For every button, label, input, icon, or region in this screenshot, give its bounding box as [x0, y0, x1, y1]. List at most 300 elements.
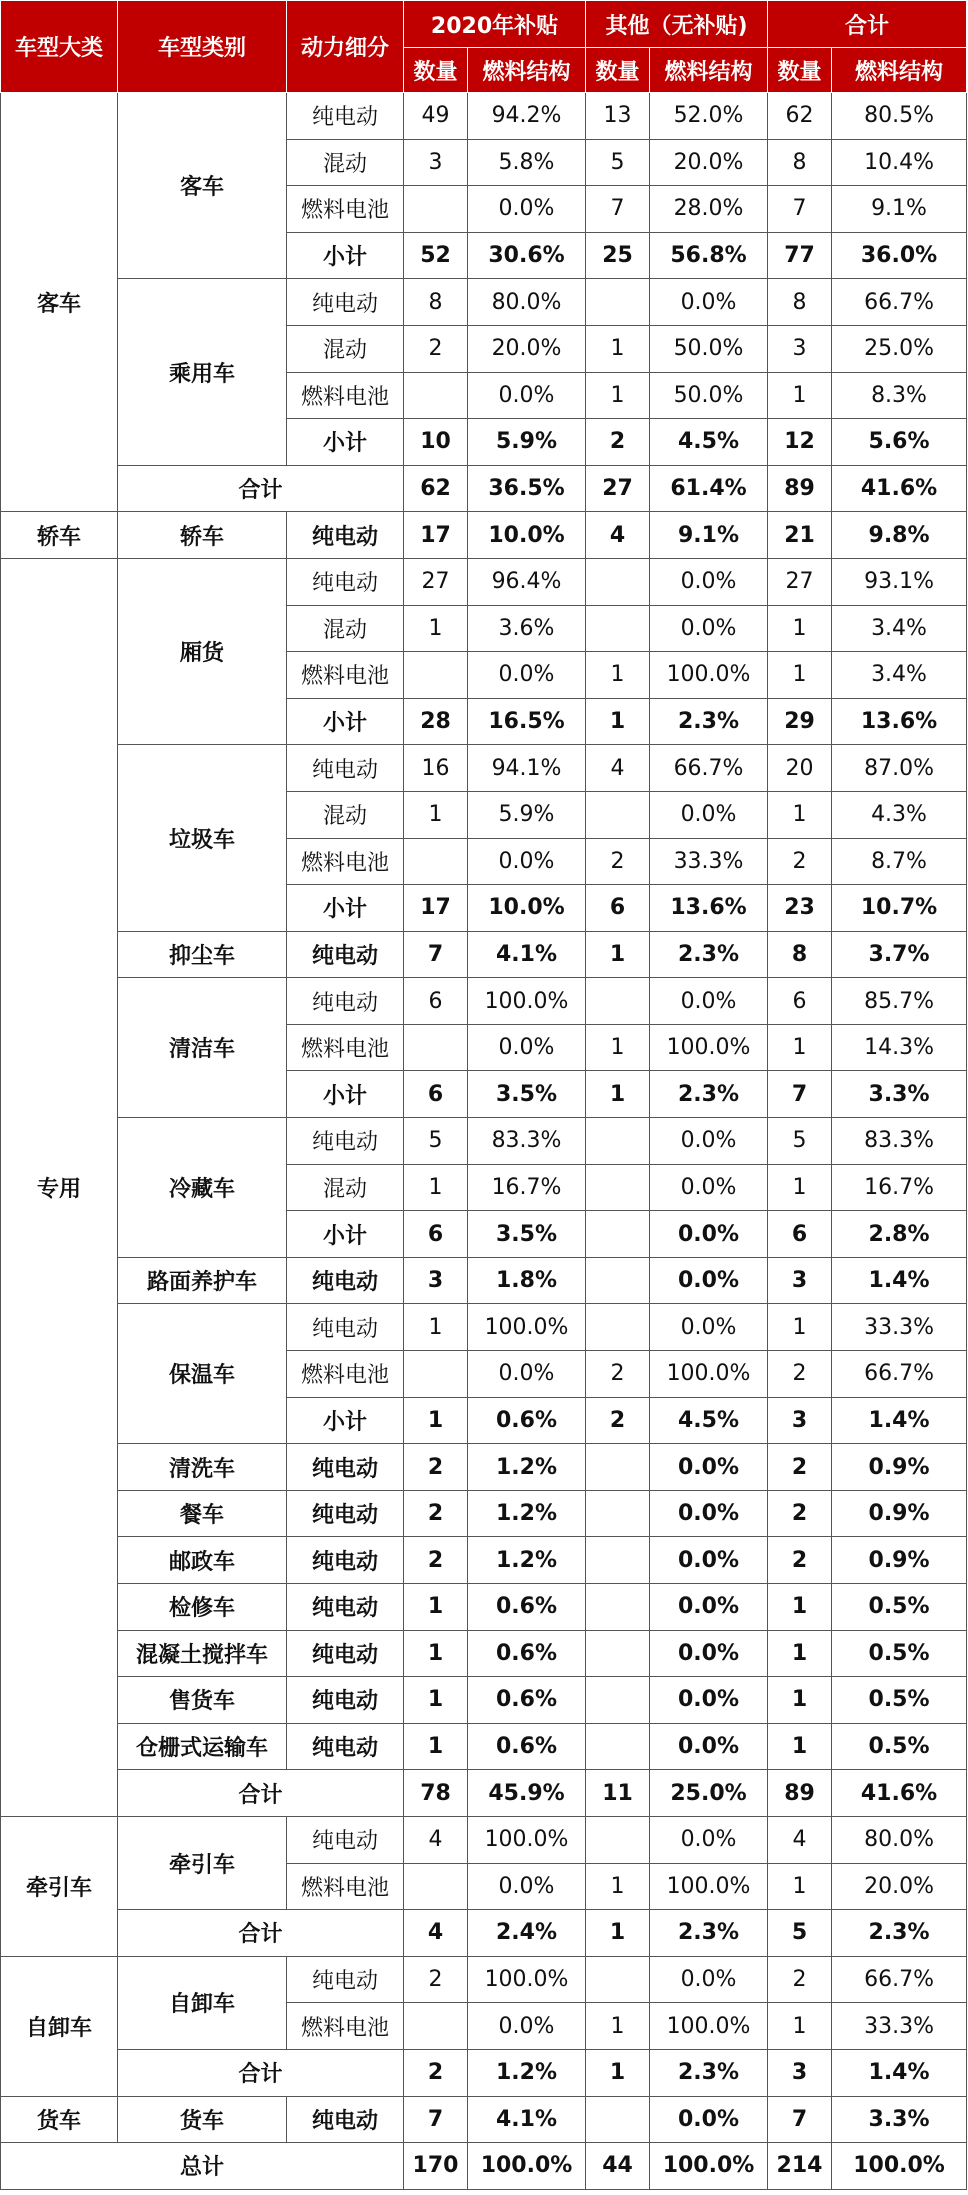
share-total: 93.1% — [832, 558, 967, 605]
share-2020: 83.3% — [468, 1118, 586, 1165]
count-2020: 3 — [404, 1257, 468, 1304]
share-total: 80.0% — [832, 1816, 967, 1863]
type-cell: 牵引车 — [118, 1816, 287, 1909]
count-other — [586, 1304, 650, 1351]
count-other: 2 — [586, 419, 650, 466]
count-2020: 1 — [404, 1584, 468, 1631]
power-cell: 小计 — [287, 419, 404, 466]
header-count: 数量 — [768, 48, 832, 93]
share-total: 80.5% — [832, 93, 967, 140]
share-2020: 96.4% — [468, 558, 586, 605]
share-2020: 0.0% — [468, 1351, 586, 1398]
power-cell: 混动 — [287, 1164, 404, 1211]
count-other — [586, 1723, 650, 1770]
share-2020: 1.2% — [468, 1490, 586, 1537]
count-2020: 5 — [404, 1118, 468, 1165]
count-other — [586, 605, 650, 652]
share-2020: 1.2% — [468, 2049, 586, 2096]
share-2020: 0.0% — [468, 1024, 586, 1071]
share-2020: 0.0% — [468, 652, 586, 699]
share-other: 0.0% — [650, 1304, 768, 1351]
count-other — [586, 1584, 650, 1631]
count-total: 1 — [768, 1723, 832, 1770]
share-total: 0.9% — [832, 1490, 967, 1537]
share-2020: 0.0% — [468, 372, 586, 419]
share-2020: 45.9% — [468, 1770, 586, 1817]
share-total: 0.5% — [832, 1677, 967, 1724]
count-2020: 2 — [404, 1956, 468, 2003]
share-total: 33.3% — [832, 1304, 967, 1351]
table-row — [1, 978, 967, 1025]
count-total: 29 — [768, 698, 832, 745]
share-2020: 100.0% — [468, 2143, 586, 2190]
share-total: 4.3% — [832, 791, 967, 838]
power-cell: 小计 — [287, 1397, 404, 1444]
category-total-label: 合计 — [118, 1910, 404, 1957]
count-2020: 8 — [404, 279, 468, 326]
share-total: 83.3% — [832, 1118, 967, 1165]
power-cell: 纯电动 — [287, 1304, 404, 1351]
power-cell: 小计 — [287, 232, 404, 279]
count-other — [586, 978, 650, 1025]
share-total: 85.7% — [832, 978, 967, 1025]
count-other: 27 — [586, 465, 650, 512]
header-group-total: 合计 — [768, 1, 967, 48]
share-2020: 100.0% — [468, 1816, 586, 1863]
share-2020: 2.4% — [468, 1910, 586, 1957]
share-2020: 16.5% — [468, 698, 586, 745]
table-row — [1, 931, 967, 978]
type-cell: 乘用车 — [118, 279, 287, 465]
count-other: 44 — [586, 2143, 650, 2190]
count-2020: 1 — [404, 791, 468, 838]
count-other — [586, 279, 650, 326]
count-total: 8 — [768, 279, 832, 326]
count-2020: 4 — [404, 1910, 468, 1957]
count-total: 1 — [768, 372, 832, 419]
share-other: 50.0% — [650, 372, 768, 419]
count-other — [586, 2096, 650, 2143]
share-total: 20.0% — [832, 1863, 967, 1910]
share-other: 100.0% — [650, 1024, 768, 1071]
share-total: 3.7% — [832, 931, 967, 978]
type-cell: 客车 — [118, 93, 287, 279]
share-total: 2.8% — [832, 1211, 967, 1258]
category-total-label: 合计 — [118, 465, 404, 512]
count-total: 1 — [768, 1863, 832, 1910]
count-total: 3 — [768, 2049, 832, 2096]
share-2020: 94.2% — [468, 93, 586, 140]
power-cell: 混动 — [287, 325, 404, 372]
share-2020: 0.6% — [468, 1677, 586, 1724]
count-total: 27 — [768, 558, 832, 605]
share-2020: 3.6% — [468, 605, 586, 652]
count-total: 3 — [768, 325, 832, 372]
power-cell: 纯电动 — [287, 1118, 404, 1165]
count-other: 2 — [586, 1397, 650, 1444]
share-other: 2.3% — [650, 1910, 768, 1957]
share-other: 2.3% — [650, 698, 768, 745]
share-total: 2.3% — [832, 1910, 967, 1957]
count-total: 77 — [768, 232, 832, 279]
count-2020 — [404, 1863, 468, 1910]
count-other: 2 — [586, 838, 650, 885]
category-cell: 客车 — [1, 93, 118, 512]
share-total: 41.6% — [832, 465, 967, 512]
share-other: 100.0% — [650, 2143, 768, 2190]
share-other: 2.3% — [650, 2049, 768, 2096]
count-2020: 10 — [404, 419, 468, 466]
count-2020: 1 — [404, 1164, 468, 1211]
table-row — [1, 465, 967, 512]
power-cell: 纯电动 — [287, 1444, 404, 1491]
share-other: 100.0% — [650, 652, 768, 699]
share-other: 0.0% — [650, 791, 768, 838]
count-other — [586, 1118, 650, 1165]
share-other: 0.0% — [650, 1164, 768, 1211]
power-cell: 燃料电池 — [287, 1351, 404, 1398]
header-fuel-share: 燃料结构 — [832, 48, 967, 93]
count-2020 — [404, 652, 468, 699]
count-2020: 1 — [404, 605, 468, 652]
count-total: 1 — [768, 1304, 832, 1351]
power-cell: 纯电动 — [287, 558, 404, 605]
count-other: 1 — [586, 652, 650, 699]
count-other: 1 — [586, 325, 650, 372]
category-total-label: 合计 — [118, 2049, 404, 2096]
table-row — [1, 1490, 967, 1537]
count-total: 2 — [768, 1956, 832, 2003]
share-total: 8.7% — [832, 838, 967, 885]
type-cell: 抑尘车 — [118, 931, 287, 978]
count-other — [586, 1630, 650, 1677]
share-2020: 0.0% — [468, 186, 586, 233]
power-cell: 纯电动 — [287, 1677, 404, 1724]
type-cell: 餐车 — [118, 1490, 287, 1537]
count-2020 — [404, 372, 468, 419]
count-other: 13 — [586, 93, 650, 140]
share-other: 2.3% — [650, 931, 768, 978]
type-cell: 仓栅式运输车 — [118, 1723, 287, 1770]
share-2020: 80.0% — [468, 279, 586, 326]
count-total: 1 — [768, 1024, 832, 1071]
count-total: 4 — [768, 1816, 832, 1863]
count-total: 2 — [768, 1444, 832, 1491]
share-2020: 5.9% — [468, 791, 586, 838]
count-total: 1 — [768, 2003, 832, 2050]
type-cell: 售货车 — [118, 1677, 287, 1724]
count-other: 5 — [586, 139, 650, 186]
table-row — [1, 1630, 967, 1677]
share-other: 25.0% — [650, 1770, 768, 1817]
count-total: 5 — [768, 1118, 832, 1165]
type-cell: 保温车 — [118, 1304, 287, 1444]
count-other — [586, 1956, 650, 2003]
count-total: 214 — [768, 2143, 832, 2190]
count-2020: 3 — [404, 139, 468, 186]
power-cell: 小计 — [287, 698, 404, 745]
share-2020: 20.0% — [468, 325, 586, 372]
count-total: 89 — [768, 1770, 832, 1817]
count-2020 — [404, 186, 468, 233]
count-total: 3 — [768, 1397, 832, 1444]
power-cell: 燃料电池 — [287, 186, 404, 233]
table-row — [1, 1444, 967, 1491]
count-other — [586, 1444, 650, 1491]
share-total: 0.5% — [832, 1584, 967, 1631]
count-2020: 16 — [404, 745, 468, 792]
table-row — [1, 558, 967, 605]
power-cell: 纯电动 — [287, 1490, 404, 1537]
share-total: 87.0% — [832, 745, 967, 792]
table-row — [1, 2096, 967, 2143]
power-cell: 小计 — [287, 1211, 404, 1258]
table-row — [1, 512, 967, 559]
share-other: 100.0% — [650, 1863, 768, 1910]
count-other: 1 — [586, 1024, 650, 1071]
table-row — [1, 1956, 967, 2003]
count-2020: 1 — [404, 1677, 468, 1724]
count-total: 2 — [768, 1537, 832, 1584]
share-2020: 3.5% — [468, 1071, 586, 1118]
count-2020: 7 — [404, 2096, 468, 2143]
count-other — [586, 1677, 650, 1724]
share-2020: 94.1% — [468, 745, 586, 792]
count-2020: 6 — [404, 978, 468, 1025]
count-2020: 28 — [404, 698, 468, 745]
share-total: 66.7% — [832, 279, 967, 326]
share-total: 16.7% — [832, 1164, 967, 1211]
count-total: 7 — [768, 186, 832, 233]
header-power-breakdown: 动力细分 — [287, 1, 404, 93]
power-cell: 纯电动 — [287, 745, 404, 792]
share-2020: 16.7% — [468, 1164, 586, 1211]
share-other: 0.0% — [650, 1444, 768, 1491]
count-total: 7 — [768, 1071, 832, 1118]
category-cell: 牵引车 — [1, 1816, 118, 1956]
table-row — [1, 2049, 967, 2096]
count-2020: 49 — [404, 93, 468, 140]
power-cell: 纯电动 — [287, 512, 404, 559]
share-other: 0.0% — [650, 1584, 768, 1631]
count-total: 1 — [768, 1677, 832, 1724]
count-other — [586, 791, 650, 838]
share-other: 0.0% — [650, 1211, 768, 1258]
count-other — [586, 558, 650, 605]
count-total: 8 — [768, 139, 832, 186]
count-2020: 1 — [404, 1304, 468, 1351]
share-2020: 0.6% — [468, 1584, 586, 1631]
count-total: 2 — [768, 1490, 832, 1537]
share-2020: 36.5% — [468, 465, 586, 512]
share-other: 0.0% — [650, 1118, 768, 1165]
count-other — [586, 1816, 650, 1863]
type-cell: 清洗车 — [118, 1444, 287, 1491]
share-2020: 5.8% — [468, 139, 586, 186]
share-total: 3.3% — [832, 2096, 967, 2143]
type-cell: 清洁车 — [118, 978, 287, 1118]
power-cell: 纯电动 — [287, 1537, 404, 1584]
power-cell: 燃料电池 — [287, 1024, 404, 1071]
share-other: 0.0% — [650, 605, 768, 652]
count-total: 1 — [768, 791, 832, 838]
header-group-2020-subsidy: 2020年补贴 — [404, 1, 586, 48]
count-2020: 2 — [404, 325, 468, 372]
count-other: 1 — [586, 698, 650, 745]
type-cell: 混凝土搅拌车 — [118, 1630, 287, 1677]
count-total: 1 — [768, 1630, 832, 1677]
power-cell: 纯电动 — [287, 931, 404, 978]
share-total: 10.4% — [832, 139, 967, 186]
share-other: 0.0% — [650, 279, 768, 326]
power-cell: 纯电动 — [287, 279, 404, 326]
count-2020: 2 — [404, 1490, 468, 1537]
table-header — [1, 1, 967, 93]
power-cell: 纯电动 — [287, 2096, 404, 2143]
count-other: 2 — [586, 1351, 650, 1398]
count-other: 11 — [586, 1770, 650, 1817]
share-2020: 3.5% — [468, 1211, 586, 1258]
power-cell: 纯电动 — [287, 1956, 404, 2003]
count-other: 1 — [586, 1071, 650, 1118]
power-cell: 燃料电池 — [287, 652, 404, 699]
count-2020: 170 — [404, 2143, 468, 2190]
count-2020: 62 — [404, 465, 468, 512]
type-cell: 冷藏车 — [118, 1118, 287, 1258]
count-2020 — [404, 2003, 468, 2050]
header-fuel-share: 燃料结构 — [468, 48, 586, 93]
power-cell: 小计 — [287, 885, 404, 932]
table-body — [1, 93, 967, 2190]
share-other: 100.0% — [650, 2003, 768, 2050]
share-other: 0.0% — [650, 1490, 768, 1537]
count-other: 7 — [586, 186, 650, 233]
type-cell: 垃圾车 — [118, 745, 287, 931]
share-total: 3.4% — [832, 605, 967, 652]
count-other: 1 — [586, 372, 650, 419]
table-row — [1, 279, 967, 326]
share-2020: 1.2% — [468, 1444, 586, 1491]
share-other: 0.0% — [650, 1537, 768, 1584]
share-other: 0.0% — [650, 2096, 768, 2143]
count-2020 — [404, 838, 468, 885]
count-other: 4 — [586, 745, 650, 792]
count-2020 — [404, 1024, 468, 1071]
table-row — [1, 1584, 967, 1631]
category-cell: 货车 — [1, 2096, 118, 2143]
type-cell: 检修车 — [118, 1584, 287, 1631]
share-2020: 4.1% — [468, 2096, 586, 2143]
share-2020: 30.6% — [468, 232, 586, 279]
power-cell: 小计 — [287, 1071, 404, 1118]
type-cell: 自卸车 — [118, 1956, 287, 2049]
share-total: 33.3% — [832, 2003, 967, 2050]
share-other: 28.0% — [650, 186, 768, 233]
count-total: 2 — [768, 1351, 832, 1398]
power-cell: 混动 — [287, 791, 404, 838]
count-total: 20 — [768, 745, 832, 792]
count-other: 1 — [586, 1910, 650, 1957]
count-2020: 52 — [404, 232, 468, 279]
count-2020: 2 — [404, 1444, 468, 1491]
share-2020: 0.6% — [468, 1630, 586, 1677]
count-total: 89 — [768, 465, 832, 512]
power-cell: 纯电动 — [287, 1584, 404, 1631]
power-cell: 纯电动 — [287, 978, 404, 1025]
count-2020 — [404, 1351, 468, 1398]
count-total: 8 — [768, 931, 832, 978]
count-other — [586, 1257, 650, 1304]
share-2020: 0.0% — [468, 2003, 586, 2050]
share-2020: 0.0% — [468, 838, 586, 885]
power-cell: 纯电动 — [287, 93, 404, 140]
power-cell: 燃料电池 — [287, 372, 404, 419]
share-other: 13.6% — [650, 885, 768, 932]
share-total: 0.5% — [832, 1630, 967, 1677]
share-total: 1.4% — [832, 1397, 967, 1444]
count-total: 3 — [768, 1257, 832, 1304]
count-2020: 1 — [404, 1630, 468, 1677]
power-cell: 混动 — [287, 139, 404, 186]
power-cell: 燃料电池 — [287, 1863, 404, 1910]
count-total: 12 — [768, 419, 832, 466]
share-total: 3.4% — [832, 652, 967, 699]
share-total: 36.0% — [832, 232, 967, 279]
count-total: 1 — [768, 1584, 832, 1631]
count-2020: 17 — [404, 885, 468, 932]
count-2020: 6 — [404, 1071, 468, 1118]
share-other: 0.0% — [650, 1630, 768, 1677]
category-total-label: 合计 — [118, 1770, 404, 1817]
type-cell: 路面养护车 — [118, 1257, 287, 1304]
share-other: 20.0% — [650, 139, 768, 186]
share-2020: 1.8% — [468, 1257, 586, 1304]
count-total: 1 — [768, 605, 832, 652]
share-2020: 4.1% — [468, 931, 586, 978]
header-count: 数量 — [404, 48, 468, 93]
share-total: 41.6% — [832, 1770, 967, 1817]
count-other: 6 — [586, 885, 650, 932]
share-other: 33.3% — [650, 838, 768, 885]
share-total: 10.7% — [832, 885, 967, 932]
share-other: 9.1% — [650, 512, 768, 559]
share-2020: 10.0% — [468, 885, 586, 932]
header-group-other: 其他（无补贴) — [586, 1, 768, 48]
count-other: 25 — [586, 232, 650, 279]
count-2020: 1 — [404, 1397, 468, 1444]
share-2020: 0.0% — [468, 1863, 586, 1910]
share-total: 5.6% — [832, 419, 967, 466]
count-total: 23 — [768, 885, 832, 932]
share-other: 100.0% — [650, 1351, 768, 1398]
header-vehicle-type: 车型类别 — [118, 1, 287, 93]
share-2020: 0.6% — [468, 1397, 586, 1444]
share-total: 66.7% — [832, 1956, 967, 2003]
table-row — [1, 1910, 967, 1957]
share-total: 0.9% — [832, 1444, 967, 1491]
share-2020: 100.0% — [468, 1956, 586, 2003]
share-other: 0.0% — [650, 558, 768, 605]
share-total: 0.5% — [832, 1723, 967, 1770]
count-other — [586, 1164, 650, 1211]
count-total: 6 — [768, 1211, 832, 1258]
table-row — [1, 1537, 967, 1584]
share-2020: 0.6% — [468, 1723, 586, 1770]
count-2020: 7 — [404, 931, 468, 978]
type-cell: 邮政车 — [118, 1537, 287, 1584]
share-total: 14.3% — [832, 1024, 967, 1071]
header-vehicle-category: 车型大类 — [1, 1, 118, 93]
